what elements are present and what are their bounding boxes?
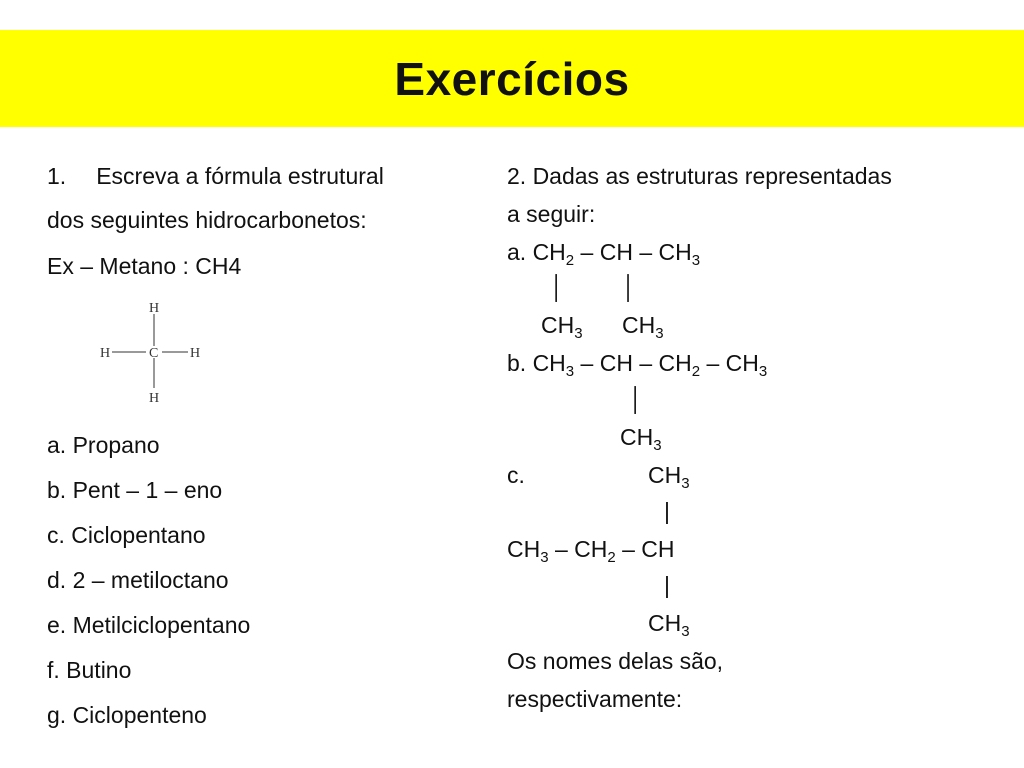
question-2-line-1: 2. Dadas as estruturas representadas: [507, 163, 892, 189]
question-1-line-2: dos seguintes hidrocarbonetos:: [47, 207, 367, 233]
structure-c-text: – CH: [548, 536, 608, 562]
item-c: c. Ciclopentano: [47, 522, 206, 548]
item-g: g. Ciclopenteno: [47, 702, 207, 728]
branch-text: CH: [620, 424, 654, 450]
branch-text: CH: [622, 312, 656, 338]
question-2-line-2: a seguir:: [507, 201, 596, 227]
methane-structure-diagram: [98, 296, 210, 408]
item-a: a. Propano: [47, 432, 160, 458]
hydrogen-right: H: [190, 346, 201, 361]
structure-c-bottom-branch: [648, 610, 690, 640]
structure-c-main-chain: [507, 536, 675, 566]
structure-b-text: – CH – CH: [574, 350, 692, 376]
structure-b-bond: │: [629, 386, 644, 412]
subscript: 3: [758, 363, 768, 380]
closing-line-1: Os nomes delas são,: [507, 648, 724, 674]
subscript: 3: [574, 325, 583, 342]
structure-c-bond-top: |: [664, 498, 670, 524]
closing-line-2: respectivamente:: [507, 686, 683, 712]
item-f: f. Butino: [47, 657, 132, 683]
subscript: 3: [565, 363, 575, 380]
subscript: 3: [691, 252, 701, 269]
subscript: 2: [565, 252, 575, 269]
subscript: 3: [681, 623, 690, 640]
question-1-text: Escreva a fórmula estrutural: [96, 163, 384, 189]
hydrogen-bottom: H: [149, 391, 160, 406]
example-text: Ex – Metano : CH4: [47, 253, 242, 279]
question-1-number: 1.: [47, 163, 67, 189]
page-title: Exercícios: [394, 52, 630, 105]
subscript: 2: [607, 549, 616, 566]
hydrogen-top: H: [149, 301, 160, 316]
branch-text: CH: [648, 610, 682, 636]
structure-c-label: c.: [507, 462, 525, 488]
structure-b-main-chain: [507, 350, 768, 380]
branch-text: CH: [648, 462, 682, 488]
item-d: d. 2 – metiloctano: [47, 567, 229, 593]
structure-b-text: – CH: [700, 350, 759, 376]
item-b: b. Pent – 1 – eno: [47, 477, 223, 503]
carbon-center: C: [149, 346, 159, 361]
hydrogen-left: H: [100, 346, 111, 361]
structure-c-text: CH: [507, 536, 541, 562]
question-1-line-1: [47, 163, 384, 189]
item-e: e. Metilciclopentano: [47, 612, 251, 638]
structure-a-text: a. CH: [507, 239, 566, 265]
subscript: 3: [653, 437, 662, 454]
structure-c-text: – CH: [615, 536, 675, 562]
structure-a-branch-1: [541, 312, 583, 342]
structure-a-text: – CH – CH: [574, 239, 692, 265]
structure-b-branch: [620, 424, 662, 454]
structure-a-branch-2: [622, 312, 664, 342]
subscript: 2: [691, 363, 701, 380]
subscript: 3: [655, 325, 664, 342]
structure-c-bond-bottom: |: [664, 572, 670, 598]
structure-b-text: b. CH: [507, 350, 566, 376]
subscript: 3: [681, 475, 690, 492]
structure-c-top-branch: [648, 462, 690, 492]
title-banner: [0, 30, 1024, 127]
branch-text: CH: [541, 312, 575, 338]
subscript: 3: [540, 549, 549, 566]
structure-a-bonds: │ │: [550, 274, 637, 300]
structure-a-main-chain: [507, 239, 701, 269]
